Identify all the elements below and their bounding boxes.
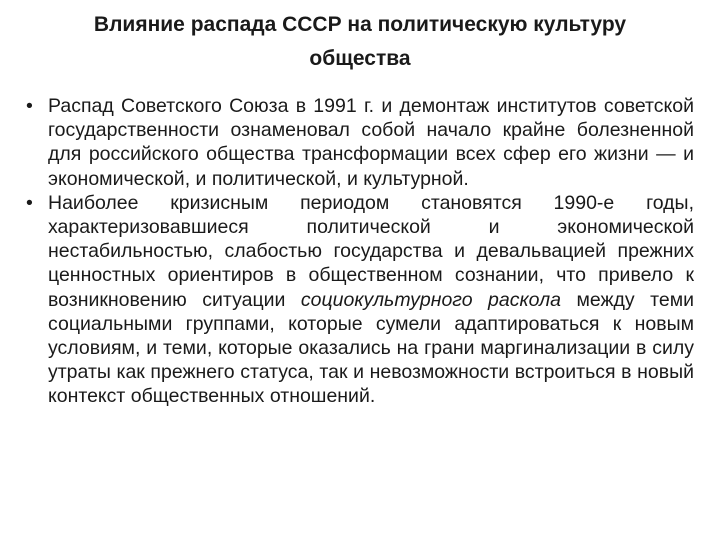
slide-title <box>40 8 680 76</box>
slide-title-line-2: общества <box>309 47 411 70</box>
slide-title-line-1: Влияние распада СССР на политическую культуру <box>93 13 627 36</box>
bullet-item-1 <box>48 94 694 191</box>
bullet-item-2-text-start: Наиболее кризисным периодом становятся 1990-е годы, характеризовавшиеся политической и экономической нестабильностью, слабостью государства и девальвацией прежних ценностных ориентиров в общественном сознании, что привело к возникновению ситуации <box>48 191 694 311</box>
bullet-item-2 <box>48 191 694 409</box>
bullet-item-2-text-end: между теми социальными группами, которые сумели адаптироваться к новым условиям, и теми, которые оказались на грани маргинализации в силу утраты как прежнего статуса, так и невозможности встроиться в новый контекст общественных отношений. <box>48 288 694 408</box>
bullet-item-1-text: Распад Советского Союза в 1991 г. и демонтаж институтов советской государственности ознаменовал собой начало крайне болезненной для российского общества трансформации всех сфер его жизни — и экономической, и политической, и культурной. <box>48 95 694 190</box>
bullet-item-2-emphasis: социокультурного раскола <box>300 288 561 311</box>
bullet-list <box>48 94 694 409</box>
